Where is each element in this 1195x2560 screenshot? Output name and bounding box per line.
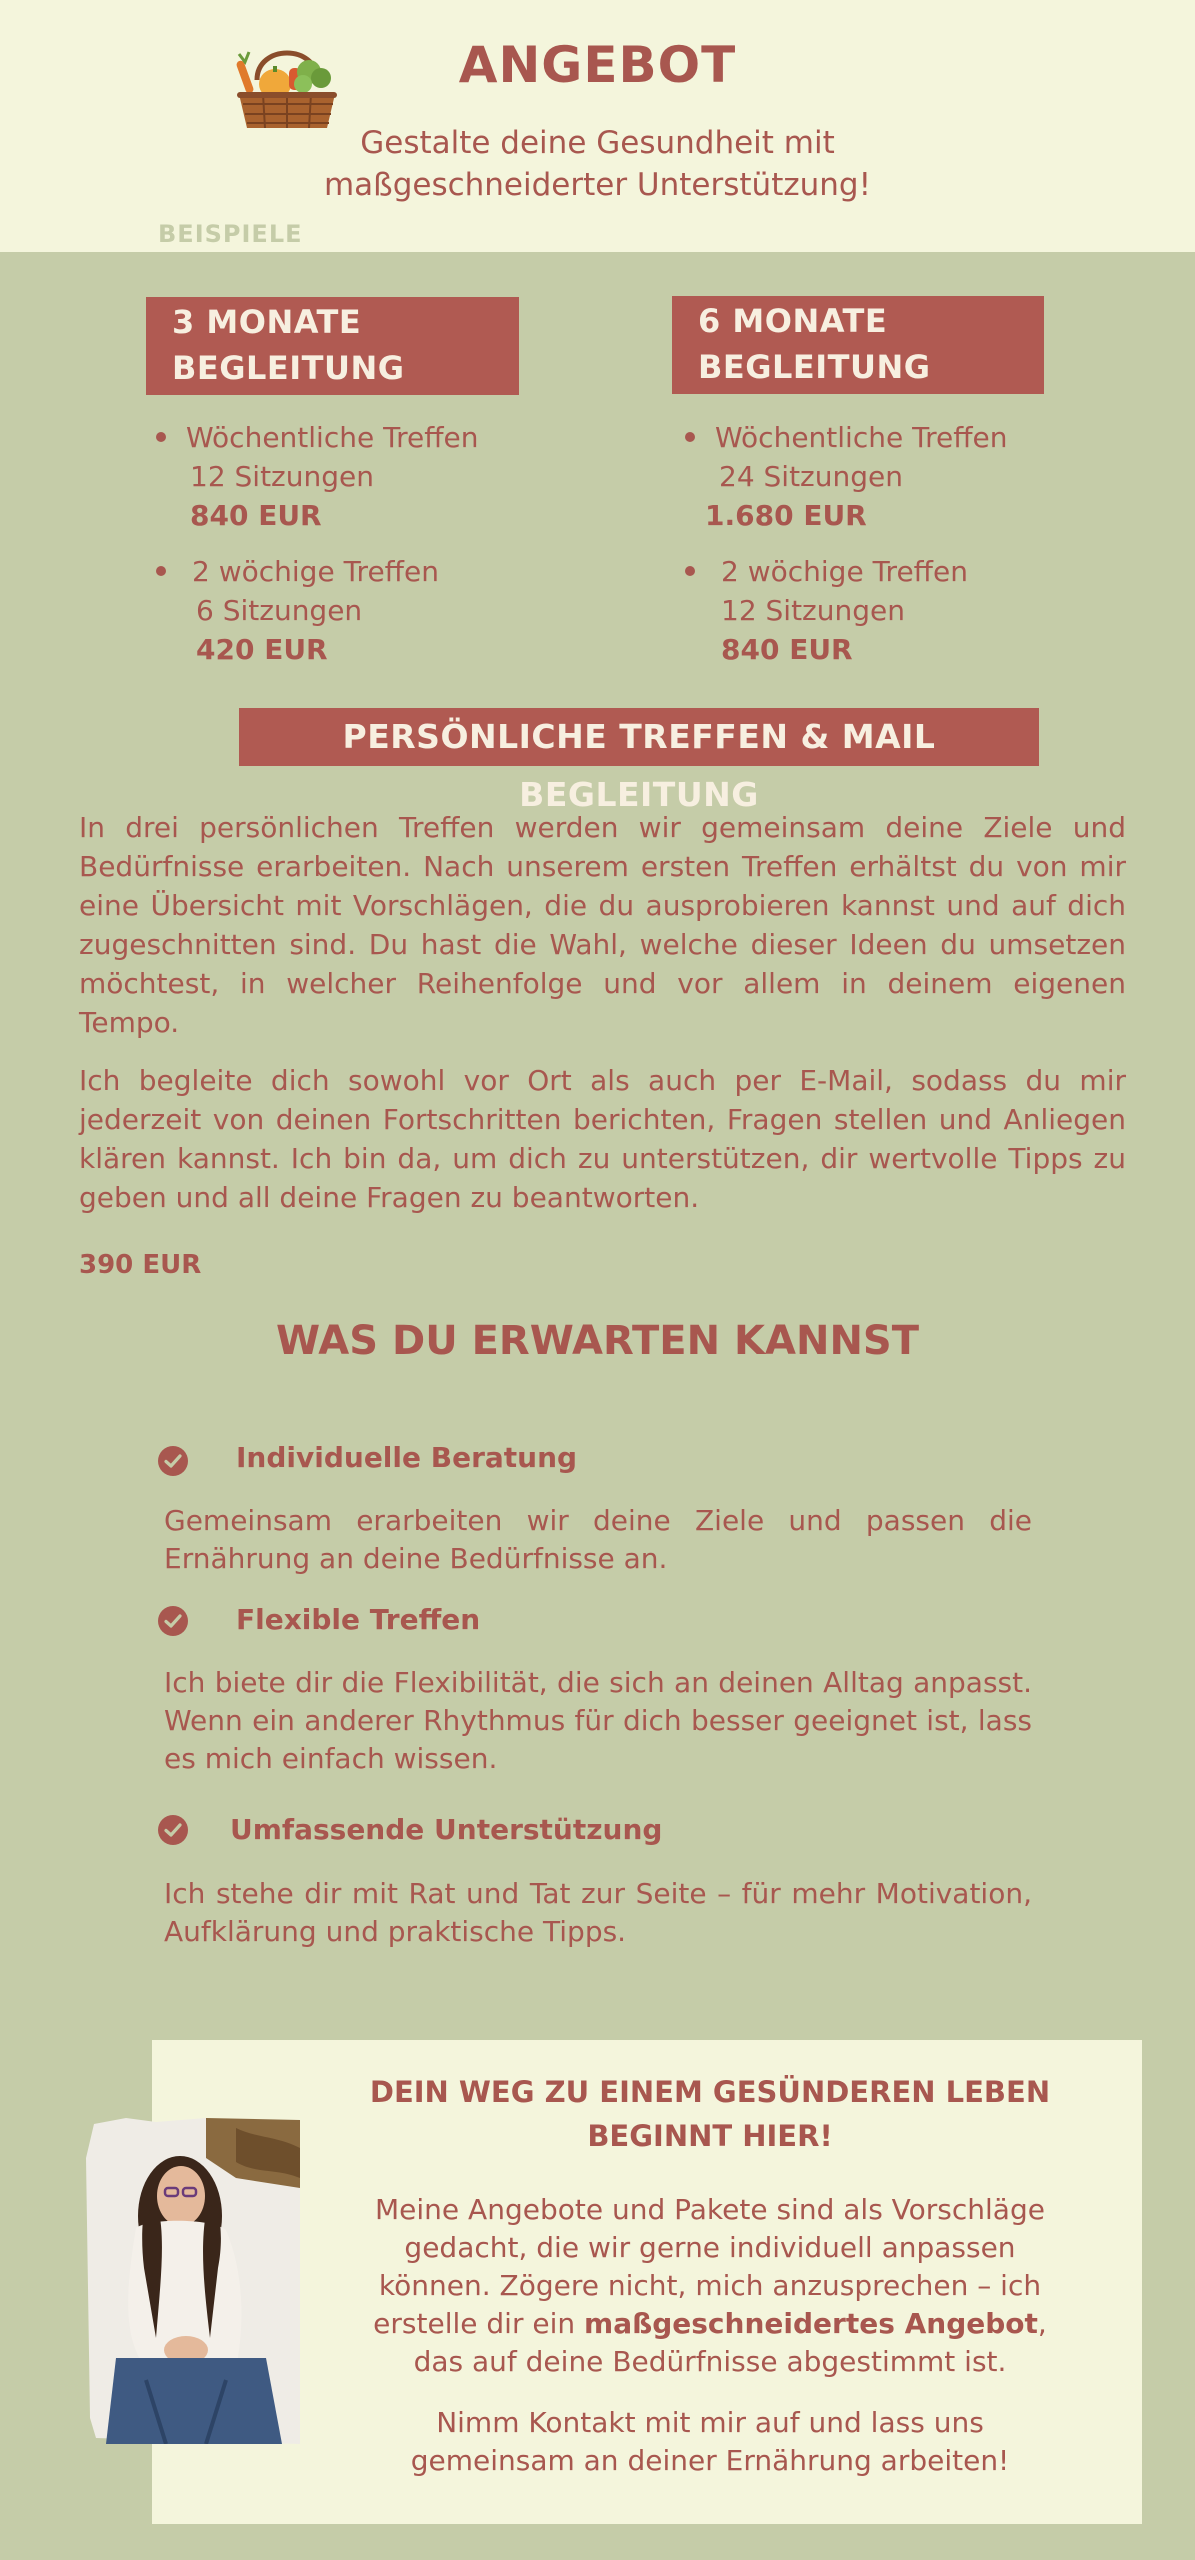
closing-text (345, 2191, 1075, 2381)
check-circle-icon (158, 1606, 188, 1636)
closing-title (345, 2070, 1075, 2158)
bullet-icon (156, 432, 166, 442)
option-frequency: Wöchentliche Treffen (186, 421, 479, 454)
closing-text-bold: maßgeschneidertes Angebot (584, 2307, 1038, 2340)
option-price: 420 EUR (196, 633, 328, 666)
bullet-icon (685, 432, 695, 442)
feature-text: Gemeinsam erarbeiten wir deine Ziele und passen die Ernährung an deine Bedürfnisse an. (164, 1504, 1032, 1575)
package-label-3-months (146, 297, 519, 395)
option-frequency: 2 wöchige Treffen (192, 555, 439, 588)
option-frequency: Wöchentliche Treffen (715, 421, 1008, 454)
package-label-line2: BEGLEITUNG (172, 349, 405, 387)
list-item (685, 552, 1085, 669)
closing-text-end: , das auf deine Bedürfnisse abgestimmt ist. (413, 2307, 1047, 2378)
package-options-6-months (685, 418, 1085, 686)
option-sessions: 6 Sitzungen (196, 594, 363, 627)
closing-title-line2: BEGINNT HIER! (587, 2119, 833, 2153)
option-sessions: 12 Sitzungen (190, 460, 374, 493)
option-price: 840 EUR (190, 499, 322, 532)
expect-section-title: WAS DU ERWARTEN KANNST (275, 1318, 920, 1364)
examples-label: BEISPIELE (158, 220, 303, 248)
check-circle-icon (158, 1815, 188, 1845)
closing-call-to-action: Nimm Kontakt mit mir auf und lass uns gemeinsam an deiner Ernährung arbeiten! (410, 2406, 1010, 2477)
package-label-line1: 3 MONATE (172, 303, 362, 341)
feature-heading: Individuelle Beratung (236, 1441, 578, 1474)
closing-title-line1: DEIN WEG ZU EINEM GESÜNDEREN LEBEN (369, 2075, 1051, 2109)
personal-paragraph-1: In drei persönlichen Treffen werden wir gemeinsam deine Ziele und Bedürfnisse erarbeiten. Nach unserem ersten Treffen erhältst du von mir eine Übersicht mit Vorschlägen, die du ausprobieren kannst und auf dich zugeschnitten sind. Du hast die Wahl, welche dieser Ideen du umsetzen möchtest, in welcher Reihenfolge und vor allem in deinem eigenen Tempo. (79, 811, 1126, 1039)
bullet-icon (156, 566, 166, 576)
check-circle-icon (158, 1446, 188, 1476)
personal-price: 390 EUR (79, 1250, 202, 1280)
page-title: ANGEBOT (458, 36, 737, 94)
option-sessions: 12 Sitzungen (721, 594, 905, 627)
closing-text-start: Meine Angebote und Pakete sind als Vorschläge gedacht, die wir gerne individuell anpassen können. Zögere nicht, mich anzusprechen – ich erstelle dir ein (373, 2193, 1045, 2340)
package-options-3-months (156, 418, 536, 686)
feature-heading: Umfassende Unterstützung (230, 1813, 663, 1846)
personal-meetings-banner: PERSÖNLICHE TREFFEN & MAIL BEGLEITUNG (239, 708, 1039, 766)
page-subtitle: Gestalte deine Gesundheit mit maßgeschneiderter Unterstützung! (323, 125, 872, 203)
option-frequency: 2 wöchige Treffen (721, 555, 968, 588)
personal-paragraph-2: Ich begleite dich sowohl vor Ort als auch per E-Mail, sodass du mir jederzeit von deinen Fortschritten berichten, Fragen stellen und Anliegen klären kannst. Ich bin da, um dich zu unterstützen, dir wertvolle Tipps zu geben und all deine Fragen zu beantworten. (79, 1064, 1126, 1214)
package-label-line2: BEGLEITUNG (698, 348, 931, 386)
feature-text: Ich biete dir die Flexibilität, die sich an deinen Alltag anpasst. Wenn ein anderer Rhythmus für dich besser geeignet ist, lass es mich einfach wissen. (164, 1666, 1032, 1775)
list-item (156, 552, 536, 669)
option-price: 1.680 EUR (705, 499, 867, 532)
option-price: 840 EUR (721, 633, 853, 666)
bullet-icon (685, 566, 695, 576)
portrait-photo (86, 2118, 300, 2444)
list-item (156, 418, 536, 535)
list-item (685, 418, 1085, 535)
package-label-6-months (672, 296, 1044, 394)
package-label-line1: 6 MONATE (698, 302, 888, 340)
feature-heading: Flexible Treffen (236, 1603, 481, 1636)
option-sessions: 24 Sitzungen (719, 460, 903, 493)
feature-text: Ich stehe dir mit Rat und Tat zur Seite – für mehr Motivation, Aufklärung und praktische Tipps. (164, 1877, 1032, 1948)
